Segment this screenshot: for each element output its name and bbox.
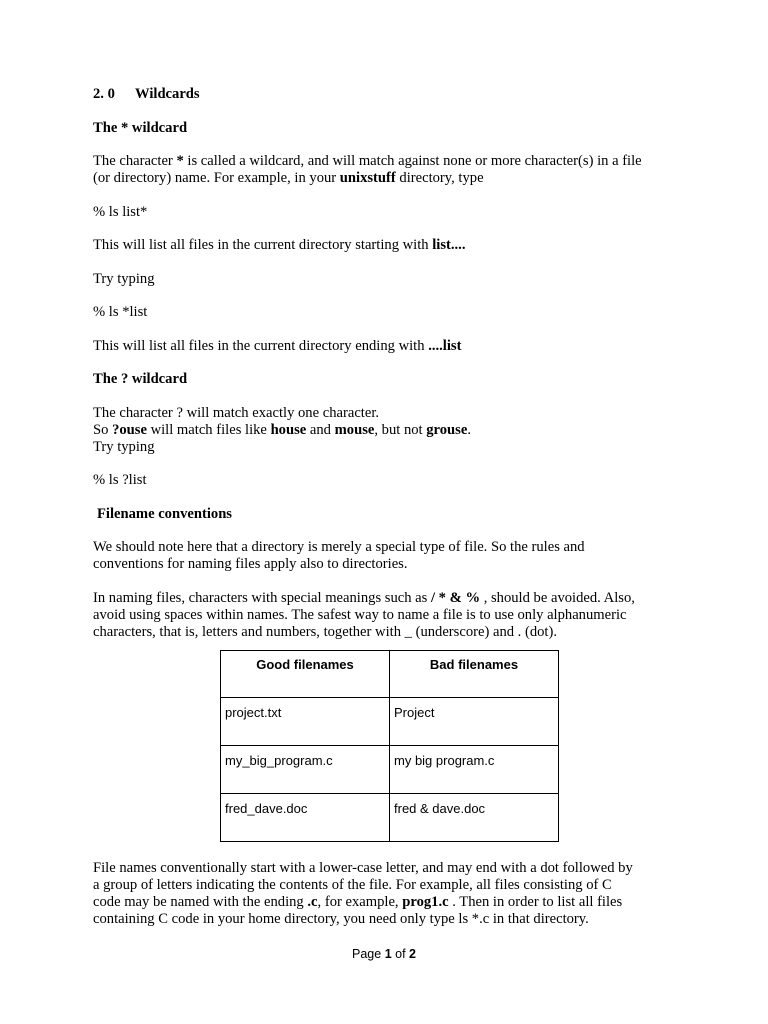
star-wildcard-heading: The * wildcard: [93, 119, 188, 136]
document-page: [93, 86, 683, 928]
good-filename-cell: project.txt: [221, 697, 390, 745]
special-characters-paragraph: In naming files, characters with special meanings such as / * & % , should be avoided. Also, avoid using spaces within names. The safest way to name a file is to use only alphanumeric characters, that is, letters and numbers, together with _ (underscore) and . (dot).: [93, 589, 635, 640]
try-typing-text: Try typing: [93, 270, 155, 287]
bad-filename-cell: Project: [390, 697, 559, 745]
question-wildcard-heading: The ? wildcard: [93, 371, 188, 387]
star-intro-paragraph: The character * is called a wildcard, and will match against none or more character(s) in a file (or directory) name. For example, in your unixstuff directory, type: [93, 153, 642, 186]
bad-filenames-header: Bad filenames: [390, 650, 559, 697]
good-filenames-header: Good filenames: [221, 650, 390, 697]
question-paragraph: The character ? will match exactly one character. So ?ouse will match files like house and mouse, but not grouse. Try typing: [93, 404, 471, 455]
section-number: 2. 0: [93, 86, 115, 102]
table-row: [221, 745, 559, 793]
table-row: [221, 793, 559, 841]
page-footer: Page 1 of 2: [352, 947, 416, 961]
bad-filename-cell: fred & dave.doc: [390, 793, 559, 841]
command-ls-star-list: % ls *list: [93, 304, 148, 320]
command-ls-list-star: % ls list*: [93, 203, 148, 220]
good-filename-cell: fred_dave.doc: [221, 793, 390, 841]
section-heading: [93, 86, 683, 103]
star-starting-paragraph: This will list all files in the current directory starting with list....: [93, 237, 466, 253]
bad-filename-cell: my big program.c: [390, 745, 559, 793]
directory-note-paragraph: We should note here that a directory is merely a special type of file. So the rules and conventions for naming files apply also to directories.: [93, 539, 585, 572]
total-page-count: 2: [409, 947, 416, 961]
current-page-number: 1: [384, 947, 392, 961]
file-extension-paragraph: File names conventionally start with a lower-case letter, and may end with a dot followed by a group of letters indicating the contents of the file. For example, all files consisting of C code may be named with the ending .c, for example, prog1.c . Then in order to list all files containing C code in your home directory, you need only type ls *.c in that directory.: [93, 859, 633, 927]
section-title: Wildcards: [135, 86, 200, 102]
good-filename-cell: my_big_program.c: [221, 745, 390, 793]
table-row: [221, 697, 559, 745]
filenames-table: [220, 650, 559, 842]
star-ending-paragraph: This will list all files in the current directory ending with ....list: [93, 337, 462, 354]
command-ls-question-list: % ls ?list: [93, 472, 147, 488]
table-header-row: [221, 650, 559, 697]
filename-conventions-heading: Filename conventions: [97, 505, 232, 522]
